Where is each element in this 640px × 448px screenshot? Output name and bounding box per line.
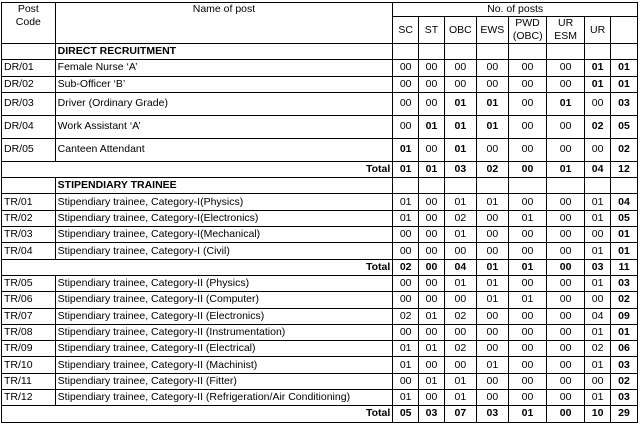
post-count-cell: 05 [611,115,638,138]
post-count-cell: 00 [476,210,508,226]
post-count-cell: 01 [444,227,476,243]
post-count-cell: 00 [547,324,585,340]
section-empty-cell [547,178,585,194]
post-count-cell: 00 [547,292,585,308]
section-empty-cell [444,178,476,194]
post-count-cell: 01 [585,76,611,92]
post-count-cell: 01 [393,138,419,161]
post-code-cell: TR/07 [2,308,56,324]
post-count-cell: 00 [508,138,546,161]
post-count-cell: 02 [611,292,638,308]
post-code-cell: TR/09 [2,341,56,357]
post-count-cell: 01 [611,324,638,340]
post-count-cell: 04 [611,194,638,210]
post-count-cell: 00 [419,275,445,291]
post-count-cell: 01 [476,92,508,115]
post-count-cell: 00 [444,76,476,92]
table-row [2,76,638,92]
total-count-cell: 03 [419,406,445,422]
total-count-cell: 00 [508,161,546,177]
total-count-cell: 01 [393,161,419,177]
post-count-cell: 00 [508,227,546,243]
post-code-cell: DR/01 [2,60,56,76]
total-row [2,406,638,422]
post-count-cell: 00 [419,357,445,373]
header-total [611,17,638,44]
post-count-cell: 00 [419,210,445,226]
post-count-cell: 01 [585,210,611,226]
section-code-cell [2,178,56,194]
post-name-cell: Canteen Attendant [55,138,393,161]
post-code-cell: TR/12 [2,390,56,406]
post-count-cell: 00 [547,390,585,406]
total-count-cell: 01 [508,406,546,422]
post-count-cell: 00 [585,292,611,308]
section-header-row [2,178,638,194]
post-count-cell: 00 [476,227,508,243]
post-count-cell: 00 [393,275,419,291]
total-count-cell: 03 [444,161,476,177]
post-count-cell: 01 [508,210,546,226]
table-row [2,194,638,210]
post-count-cell: 00 [393,227,419,243]
section-empty-cell [419,178,445,194]
post-count-cell: 02 [585,115,611,138]
post-count-cell: 00 [508,324,546,340]
post-count-cell: 01 [476,357,508,373]
header-sc: SC [393,17,419,44]
post-code-cell: TR/03 [2,227,56,243]
table-row [2,390,638,406]
post-count-cell: 00 [419,390,445,406]
post-code-cell: DR/02 [2,76,56,92]
post-count-cell: 01 [393,390,419,406]
post-count-cell: 01 [611,227,638,243]
total-label: Total [2,259,393,275]
table-row [2,115,638,138]
post-count-cell: 02 [611,373,638,389]
post-count-cell: 01 [611,76,638,92]
post-count-cell: 02 [444,210,476,226]
section-empty-cell [476,44,508,60]
post-count-cell: 00 [508,357,546,373]
post-count-cell: 01 [419,115,445,138]
post-count-cell: 03 [611,357,638,373]
post-name-cell: Stipendiary trainee, Category-II (Computer) [55,292,393,308]
post-count-cell: 02 [444,308,476,324]
table-row [2,60,638,76]
post-name-cell: Stipendiary trainee, Category-II (Physics) [55,275,393,291]
post-count-cell: 00 [547,308,585,324]
post-count-cell: 00 [444,292,476,308]
section-empty-cell [393,178,419,194]
table-row [2,308,638,324]
post-name-cell: Stipendiary trainee, Category-II (Instrumentation) [55,324,393,340]
section-empty-cell [508,178,546,194]
post-count-cell: 00 [508,373,546,389]
post-count-cell: 02 [611,138,638,161]
post-count-cell: 00 [444,324,476,340]
post-count-cell: 00 [476,390,508,406]
post-count-cell: 00 [393,76,419,92]
section-empty-cell [611,178,638,194]
post-count-cell: 04 [585,308,611,324]
total-count-cell: 04 [585,161,611,177]
post-count-cell: 00 [508,92,546,115]
post-count-cell: 01 [547,92,585,115]
post-name-cell: Stipendiary trainee, Category-II (Fitter) [55,373,393,389]
total-row [2,161,638,177]
header-ews: EWS [476,17,508,44]
table-row [2,357,638,373]
table-row [2,324,638,340]
post-count-cell: 00 [476,138,508,161]
post-count-cell: 01 [585,60,611,76]
post-count-cell: 00 [393,115,419,138]
post-count-cell: 01 [585,194,611,210]
section-empty-cell [419,44,445,60]
post-name-cell: Female Nurse ‘A’ [55,60,393,76]
post-code-cell: TR/04 [2,243,56,259]
post-count-cell: 00 [508,76,546,92]
total-count-cell: 02 [476,161,508,177]
post-count-cell: 00 [419,138,445,161]
post-count-cell: 01 [419,373,445,389]
header-pwd-obc: PWD (OBC) [508,17,546,44]
post-count-cell: 02 [393,308,419,324]
post-count-cell: 01 [444,194,476,210]
post-count-cell: 00 [419,60,445,76]
post-count-cell: 01 [611,243,638,259]
section-empty-cell [547,44,585,60]
post-count-cell: 01 [585,243,611,259]
total-label: Total [2,161,393,177]
total-label: Total [2,406,393,422]
post-count-cell: 00 [476,373,508,389]
post-name-cell: Sub-Officer ‘B’ [55,76,393,92]
post-name-cell: Stipendiary trainee, Category-I(Mechanical) [55,227,393,243]
post-count-cell: 00 [508,308,546,324]
table-row [2,210,638,226]
post-count-cell: 01 [393,194,419,210]
section-code-cell [2,44,56,60]
post-count-cell: 01 [585,390,611,406]
post-count-cell: 03 [611,390,638,406]
header-row-1 [2,3,638,17]
post-count-cell: 01 [419,308,445,324]
post-code-cell: DR/05 [2,138,56,161]
posts-table [1,2,638,423]
post-count-cell: 00 [508,115,546,138]
total-count-cell: 01 [508,259,546,275]
post-count-cell: 00 [419,92,445,115]
total-count-cell: 05 [393,406,419,422]
post-count-cell: 01 [444,373,476,389]
total-count-cell: 07 [444,406,476,422]
post-count-cell: 00 [444,243,476,259]
post-count-cell: 00 [419,76,445,92]
table-row [2,227,638,243]
section-header-row [2,44,638,60]
section-title: DIRECT RECRUITMENT [55,44,393,60]
post-count-cell: 00 [547,115,585,138]
section-empty-cell [444,44,476,60]
post-count-cell: 00 [508,194,546,210]
post-code-cell: TR/01 [2,194,56,210]
post-count-cell: 00 [419,292,445,308]
post-count-cell: 01 [585,275,611,291]
table-row [2,275,638,291]
post-count-cell: 00 [508,390,546,406]
post-count-cell: 00 [547,210,585,226]
post-count-cell: 00 [393,373,419,389]
header-name-of-post: Name of post [55,3,393,44]
total-row [2,259,638,275]
section-empty-cell [508,44,546,60]
post-count-cell: 00 [585,92,611,115]
total-count-cell: 00 [547,259,585,275]
post-count-cell: 00 [547,275,585,291]
post-count-cell: 01 [476,292,508,308]
post-code-cell: TR/10 [2,357,56,373]
post-count-cell: 00 [419,227,445,243]
post-count-cell: 01 [444,92,476,115]
table-row [2,373,638,389]
section-empty-cell [393,44,419,60]
table-row [2,92,638,115]
post-count-cell: 00 [547,243,585,259]
post-name-cell: Driver (Ordinary Grade) [55,92,393,115]
post-count-cell: 00 [547,341,585,357]
post-count-cell: 00 [476,324,508,340]
post-code-cell: TR/02 [2,210,56,226]
post-name-cell: Stipendiary trainee, Category-II (Electronics) [55,308,393,324]
total-count-cell: 03 [585,259,611,275]
post-count-cell: 00 [547,373,585,389]
post-count-cell: 00 [476,341,508,357]
header-post-code: Post Code [2,3,56,44]
total-count-cell: 04 [444,259,476,275]
post-count-cell: 02 [444,341,476,357]
total-count-cell: 01 [419,161,445,177]
post-count-cell: 00 [585,227,611,243]
post-count-cell: 01 [419,341,445,357]
post-count-cell: 00 [585,373,611,389]
post-count-cell: 01 [585,324,611,340]
post-count-cell: 00 [508,275,546,291]
table-row [2,341,638,357]
post-count-cell: 00 [444,60,476,76]
post-count-cell: 00 [393,243,419,259]
total-count-cell: 29 [611,406,638,422]
post-count-cell: 00 [547,138,585,161]
post-name-cell: Stipendiary trainee, Category-II (Refrigeration/Air Conditioning) [55,390,393,406]
post-count-cell: 00 [393,92,419,115]
post-count-cell: 00 [476,60,508,76]
post-count-cell: 00 [547,227,585,243]
header-ur-esm: UR ESM [547,17,585,44]
post-count-cell: 03 [611,275,638,291]
post-count-cell: 06 [611,341,638,357]
post-count-cell: 00 [476,308,508,324]
post-count-cell: 00 [444,357,476,373]
post-count-cell: 01 [393,341,419,357]
post-code-cell: DR/04 [2,115,56,138]
post-count-cell: 01 [476,115,508,138]
post-count-cell: 00 [393,292,419,308]
post-count-cell: 00 [508,243,546,259]
section-empty-cell [585,178,611,194]
total-count-cell: 00 [419,259,445,275]
total-count-cell: 12 [611,161,638,177]
post-count-cell: 00 [508,341,546,357]
post-name-cell: Work Assistant ‘A’ [55,115,393,138]
post-count-cell: 01 [508,292,546,308]
total-count-cell: 03 [476,406,508,422]
post-count-cell: 00 [547,76,585,92]
post-code-cell: TR/06 [2,292,56,308]
section-empty-cell [585,44,611,60]
post-count-cell: 03 [611,92,638,115]
post-count-cell: 00 [547,194,585,210]
post-count-cell: 00 [393,60,419,76]
table-row [2,243,638,259]
post-name-cell: Stipendiary trainee, Category-I (Civil) [55,243,393,259]
post-count-cell: 00 [508,60,546,76]
post-count-cell: 01 [585,357,611,373]
post-count-cell: 00 [419,194,445,210]
post-count-cell: 00 [419,324,445,340]
post-code-cell: TR/11 [2,373,56,389]
post-name-cell: Stipendiary trainee, Category-II (Electrical) [55,341,393,357]
post-count-cell: 01 [476,275,508,291]
post-code-cell: TR/08 [2,324,56,340]
post-code-cell: TR/05 [2,275,56,291]
total-count-cell: 01 [547,161,585,177]
post-count-cell: 01 [444,138,476,161]
post-count-cell: 01 [393,210,419,226]
header-no-of-posts: No. of posts [393,3,638,17]
table-row [2,138,638,161]
post-count-cell: 01 [444,275,476,291]
total-count-cell: 10 [585,406,611,422]
post-name-cell: Stipendiary trainee, Category-I(Electronics) [55,210,393,226]
total-count-cell: 02 [393,259,419,275]
post-count-cell: 01 [444,390,476,406]
section-empty-cell [476,178,508,194]
post-count-cell: 00 [419,243,445,259]
post-count-cell: 00 [476,76,508,92]
section-empty-cell [611,44,638,60]
section-title: STIPENDIARY TRAINEE [55,178,393,194]
post-name-cell: Stipendiary trainee, Category-I(Physics) [55,194,393,210]
table-row [2,292,638,308]
post-count-cell: 01 [476,194,508,210]
total-count-cell: 11 [611,259,638,275]
header-st: ST [419,17,445,44]
post-code-cell: DR/03 [2,92,56,115]
post-count-cell: 01 [444,115,476,138]
post-count-cell: 01 [611,60,638,76]
header-obc: OBC [444,17,476,44]
total-count-cell: 00 [547,406,585,422]
post-count-cell: 05 [611,210,638,226]
post-count-cell: 09 [611,308,638,324]
post-count-cell: 00 [476,243,508,259]
post-count-cell: 00 [393,324,419,340]
table-body [2,3,638,423]
header-ur: UR [585,17,611,44]
post-count-cell: 02 [585,341,611,357]
post-count-cell: 01 [393,357,419,373]
post-count-cell: 00 [547,357,585,373]
post-count-cell: 00 [585,138,611,161]
post-count-cell: 00 [547,60,585,76]
total-count-cell: 01 [476,259,508,275]
post-name-cell: Stipendiary trainee, Category-II (Machinist) [55,357,393,373]
